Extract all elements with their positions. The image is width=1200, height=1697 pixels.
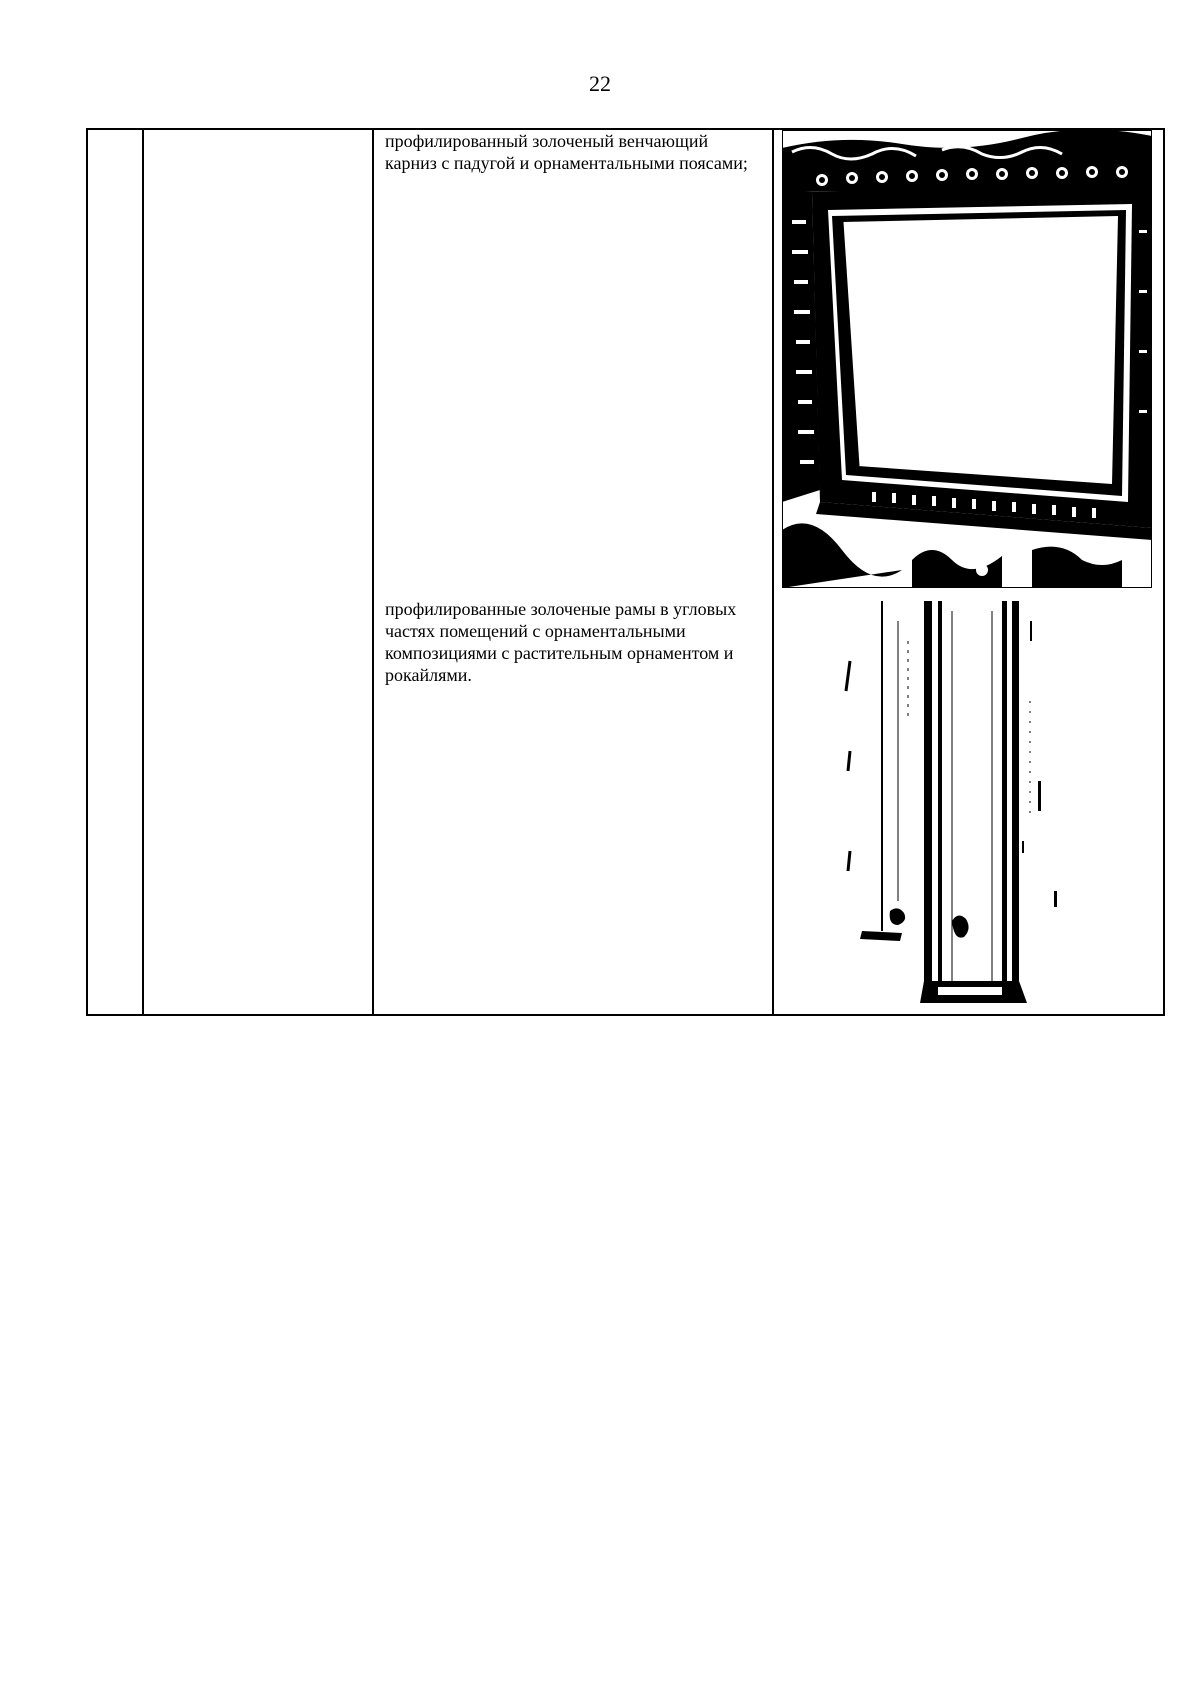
element-table: [86, 128, 1165, 1016]
corner-frame-photo: [842, 601, 1092, 1003]
cornice-description: профилированный золоченый венчающий карниз с падугой и орнаментальными поясами;: [385, 131, 748, 173]
number-cell: [87, 129, 143, 1015]
page-number: 22: [589, 71, 611, 96]
ceiling-cornice-photo: [782, 130, 1152, 588]
description-cell: [373, 129, 773, 1015]
table-row: [87, 129, 1164, 1015]
frames-description: профилированные золоченые рамы в угловых частях помещений с орнаментальными композициями с растительным орнаментом и рокайлями.: [385, 599, 737, 685]
photo-cell: [773, 129, 1164, 1015]
name-cell: [143, 129, 373, 1015]
